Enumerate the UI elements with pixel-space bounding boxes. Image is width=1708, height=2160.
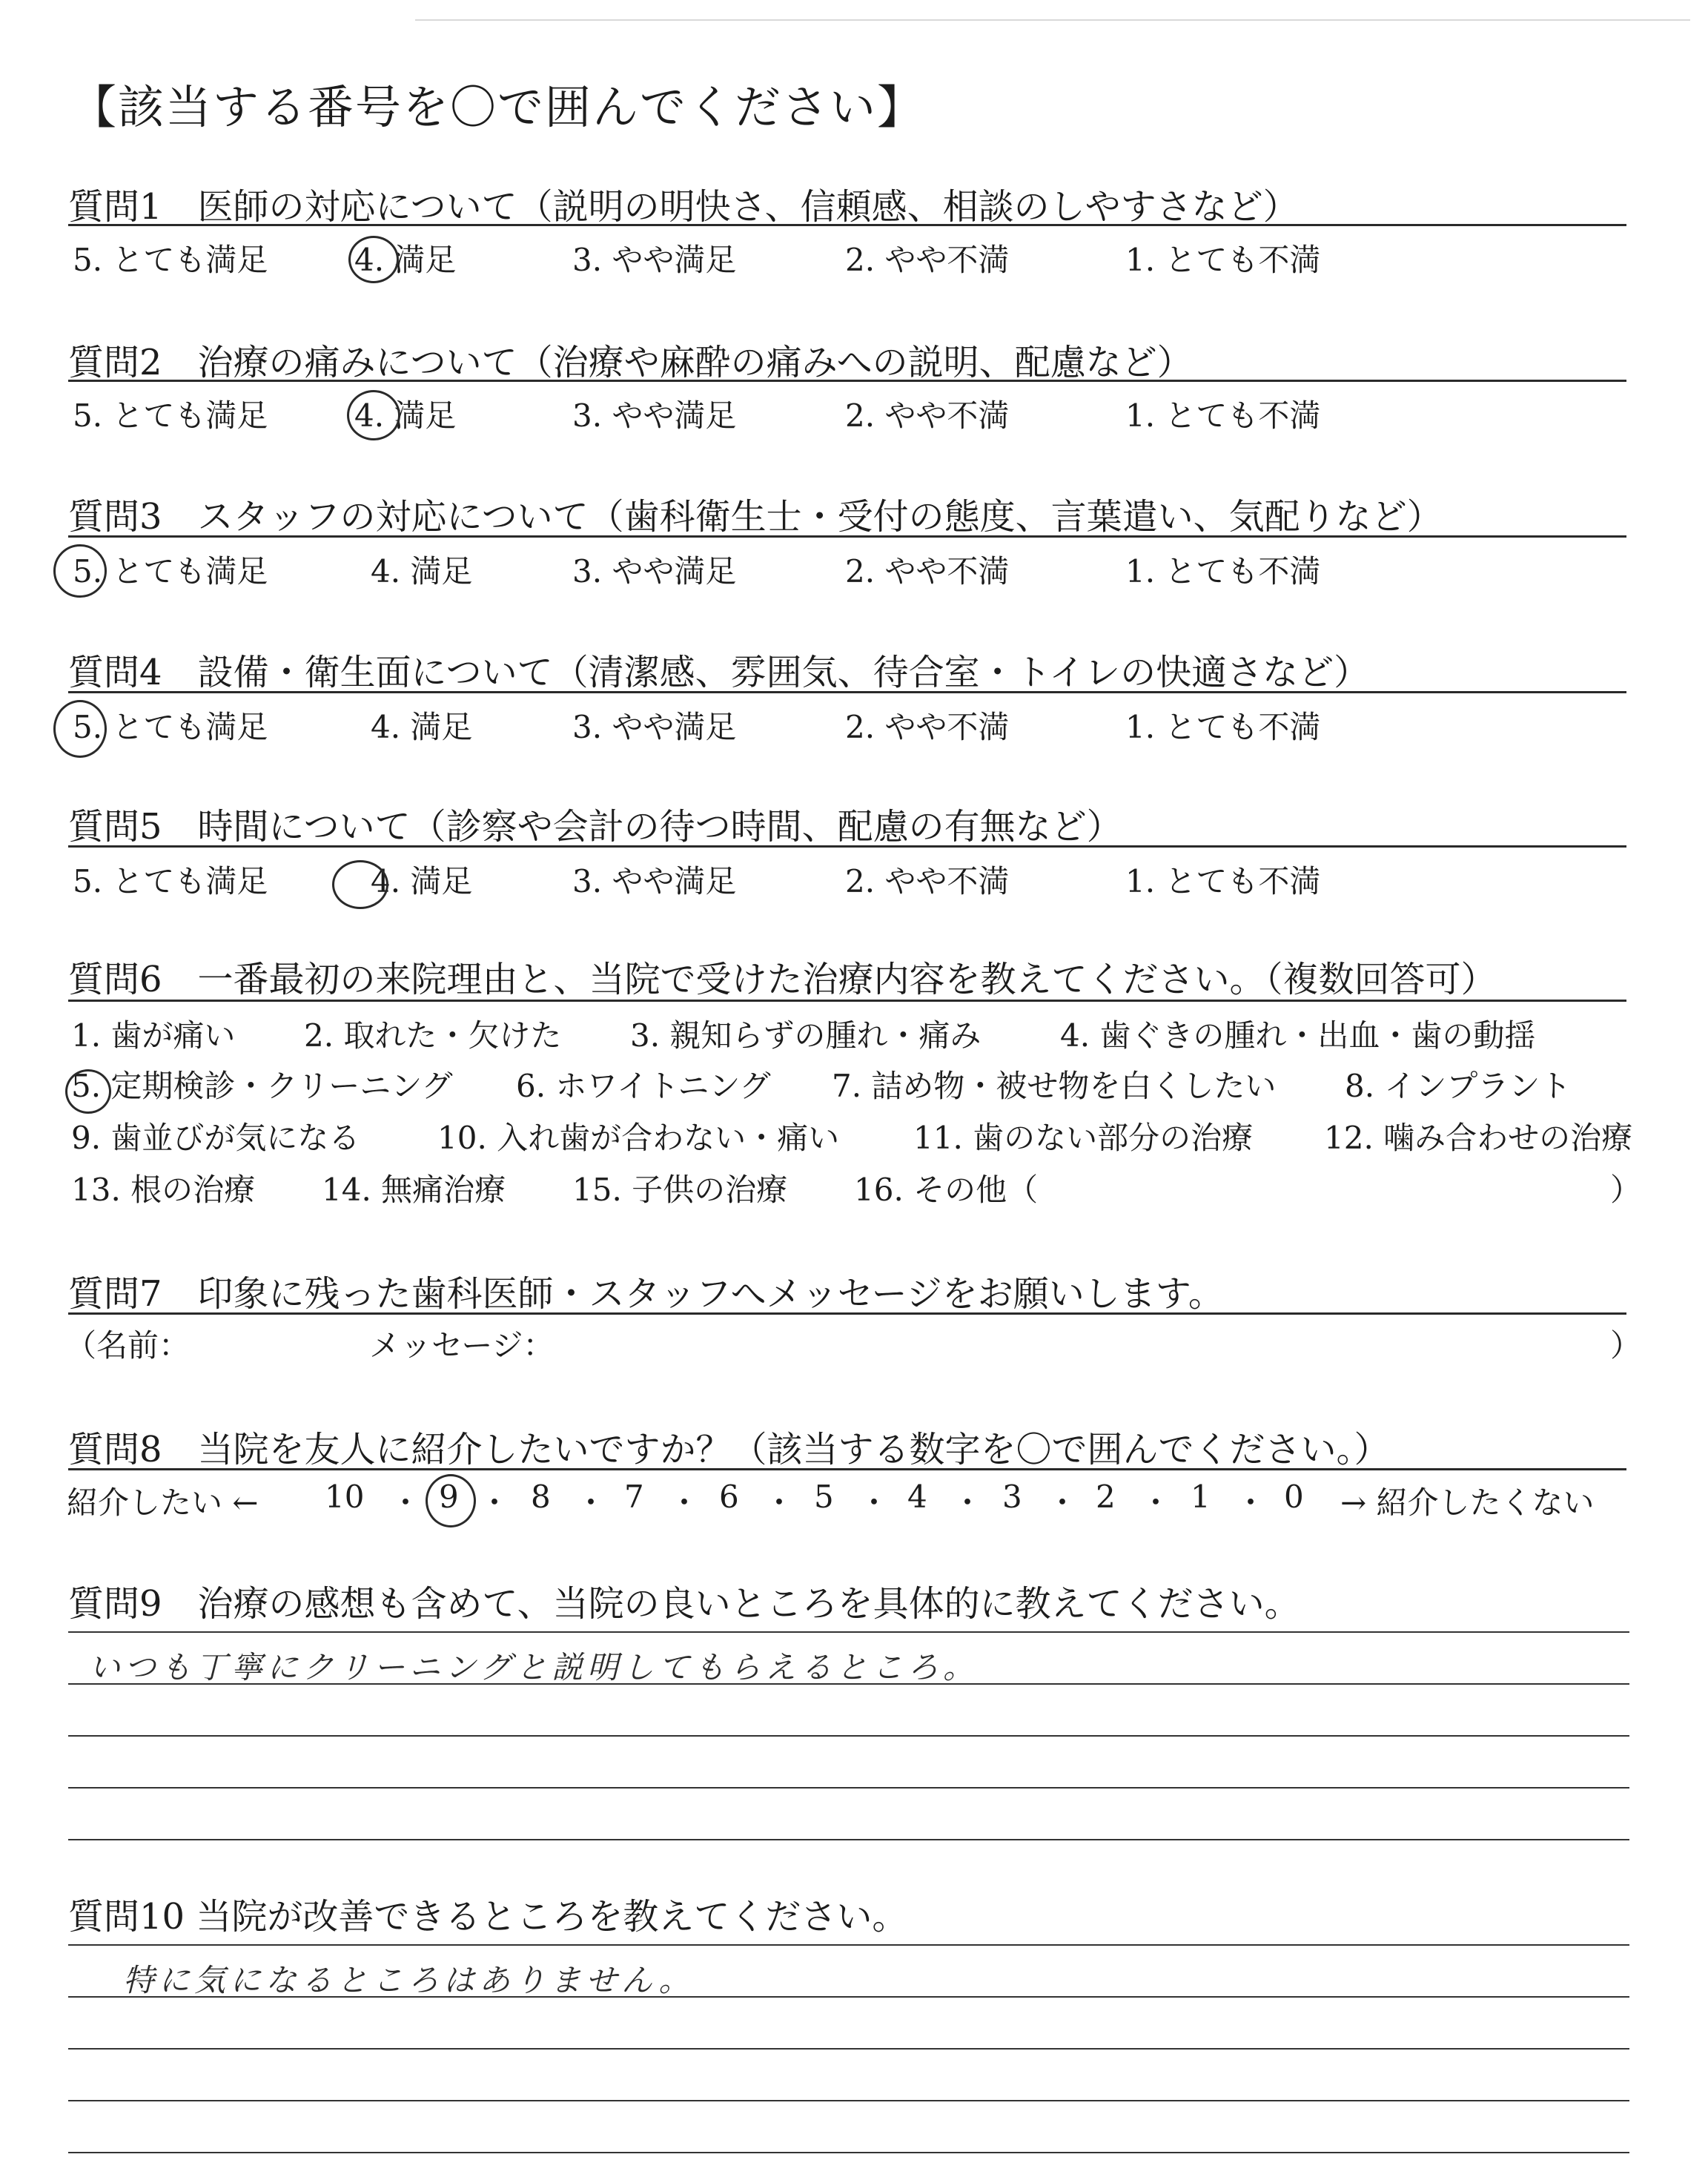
- q8-separator: ・: [575, 1484, 607, 1521]
- q9-writing-line: [68, 1631, 1629, 1633]
- q2-option-2[interactable]: 2. やや不満: [845, 397, 1010, 434]
- q10-writing-line: [68, 2100, 1629, 2101]
- q8-right-label: → 紹介したくない: [1340, 1484, 1595, 1521]
- q5-option-3[interactable]: 3. やや満足: [572, 863, 737, 899]
- q3-option-2[interactable]: 2. やや不満: [845, 553, 1010, 589]
- q6-option-1[interactable]: 1. 歯が痛い: [71, 1017, 236, 1054]
- q1-selection-circle: [348, 236, 399, 283]
- q2-underline: [68, 380, 1626, 382]
- q8-score-6[interactable]: 6: [719, 1479, 739, 1515]
- q8-score-9[interactable]: 9: [439, 1479, 459, 1515]
- q2-heading: 質問2 治療の痛みについて（治療や麻酔の痛みへの説明、配慮など）: [68, 342, 1193, 383]
- q2-option-3[interactable]: 3. やや満足: [572, 397, 737, 434]
- q10-writing-line: [68, 2048, 1629, 2050]
- q4-option-1[interactable]: 1. とても不満: [1125, 709, 1321, 745]
- q5-underline: [68, 845, 1626, 848]
- q6-option-11[interactable]: 11. 歯のない部分の治療: [913, 1120, 1254, 1156]
- q2-option-5[interactable]: 5. とても満足: [73, 397, 268, 434]
- q6-selection-circle: [65, 1069, 111, 1114]
- q6-underline: [68, 1000, 1626, 1002]
- q4-option-4[interactable]: 4. 満足: [371, 709, 473, 745]
- q1-option-2[interactable]: 2. やや不満: [845, 242, 1010, 278]
- page-title: 【該当する番号を〇で囲んでください】: [70, 80, 925, 134]
- q6-other-close: ）: [1610, 1172, 1642, 1208]
- q3-selection-circle: [53, 544, 107, 598]
- q5-option-5[interactable]: 5. とても満足: [73, 863, 268, 899]
- q6-option-16[interactable]: 16. その他（: [854, 1172, 1039, 1208]
- q6-option-4[interactable]: 4. 歯ぐきの腫れ・出血・歯の動揺: [1060, 1017, 1536, 1054]
- q8-left-label: 紹介したい ←: [67, 1484, 259, 1521]
- q3-option-5[interactable]: 5. とても満足: [73, 553, 268, 589]
- q1-underline: [68, 224, 1626, 226]
- q8-score-3[interactable]: 3: [1002, 1479, 1022, 1515]
- q2-option-1[interactable]: 1. とても不満: [1125, 397, 1321, 434]
- q5-heading: 質問5 時間について（診察や会計の待つ時間、配慮の有無など）: [68, 806, 1122, 848]
- q10-heading: 質問10 当院が改善できるところを教えてください。: [68, 1896, 908, 1938]
- q6-option-15[interactable]: 15. 子供の治療: [572, 1172, 788, 1208]
- q6-option-9[interactable]: 9. 歯並びが気になる: [71, 1120, 360, 1156]
- q8-separator: ・: [858, 1484, 890, 1521]
- q4-heading: 質問4 設備・衛生面について（清潔感、雰囲気、待合室・トイレの快適さなど）: [68, 652, 1370, 693]
- q8-score-0[interactable]: 0: [1284, 1479, 1304, 1515]
- q5-selection-circle: [332, 860, 388, 909]
- q7-underline: [68, 1312, 1626, 1315]
- q6-option-14[interactable]: 14. 無痛治療: [322, 1172, 506, 1208]
- q8-selection-circle: [426, 1474, 476, 1527]
- q4-underline: [68, 691, 1626, 693]
- q1-heading: 質問1 医師の対応について（説明の明快さ、信頼感、相談のしやすさなど）: [68, 186, 1299, 228]
- q2-selection-circle: [347, 390, 400, 440]
- q1-option-4[interactable]: 4. 満足: [354, 242, 457, 278]
- q8-separator: ・: [390, 1484, 422, 1521]
- q3-option-3[interactable]: 3. やや満足: [572, 553, 737, 589]
- q8-separator: ・: [1047, 1484, 1079, 1521]
- q7-heading: 質問7 印象に残った歯科医師・スタッフへメッセージをお願いします。: [68, 1273, 1224, 1315]
- q8-score-2[interactable]: 2: [1096, 1479, 1116, 1515]
- q8-separator: ・: [952, 1484, 984, 1521]
- q8-score-10[interactable]: 10: [325, 1479, 365, 1515]
- q6-option-10[interactable]: 10. 入れ歯が合わない・痛い: [437, 1120, 840, 1156]
- q4-option-5[interactable]: 5. とても満足: [73, 709, 268, 745]
- q7-name-label[interactable]: （名前：: [65, 1327, 191, 1364]
- q6-heading: 質問6 一番最初の来院理由と、当院で受けた治療内容を教えてください。（複数回答可）: [68, 959, 1497, 1000]
- q6-option-13[interactable]: 13. 根の治療: [71, 1172, 256, 1208]
- q4-selection-circle: [53, 700, 107, 758]
- q2-option-4[interactable]: 4. 満足: [354, 397, 457, 434]
- q5-option-2[interactable]: 2. やや不満: [845, 863, 1010, 899]
- q4-option-2[interactable]: 2. やや不満: [845, 709, 1010, 745]
- q6-option-6[interactable]: 6. ホワイトニング: [516, 1068, 771, 1104]
- q9-writing-line: [68, 1839, 1629, 1840]
- q6-option-8[interactable]: 8. インプラント: [1345, 1068, 1572, 1104]
- q3-option-4[interactable]: 4. 満足: [371, 553, 473, 589]
- q9-writing-line: [68, 1735, 1629, 1737]
- q8-separator: ・: [669, 1484, 701, 1521]
- q1-option-3[interactable]: 3. やや満足: [572, 242, 737, 278]
- q6-option-12[interactable]: 12. 噛み合わせの治療: [1324, 1120, 1633, 1156]
- q8-separator: ・: [1235, 1484, 1267, 1521]
- q9-handwritten-answer[interactable]: いつも丁寧にクリーニングと説明してもらえるところ。: [89, 1649, 979, 1685]
- q8-separator: ・: [479, 1484, 511, 1521]
- q3-heading: 質問3 スタッフの対応について（歯科衛生士・受付の態度、言葉遣い、気配りなど）: [68, 496, 1443, 538]
- q6-option-3[interactable]: 3. 親知らずの腫れ・痛み: [630, 1017, 982, 1054]
- q6-option-7[interactable]: 7. 詰め物・被せ物を白くしたい: [832, 1068, 1277, 1104]
- q10-writing-line: [68, 2152, 1629, 2153]
- q1-option-1[interactable]: 1. とても不満: [1125, 242, 1321, 278]
- q10-writing-line: [68, 1944, 1629, 1946]
- q3-option-1[interactable]: 1. とても不満: [1125, 553, 1321, 589]
- q7-message-label[interactable]: メッセージ：: [369, 1327, 555, 1364]
- q8-score-7[interactable]: 7: [624, 1479, 644, 1515]
- q8-score-8[interactable]: 8: [531, 1479, 551, 1515]
- q8-separator: ・: [1140, 1484, 1172, 1521]
- q4-option-3[interactable]: 3. やや満足: [572, 709, 737, 745]
- q7-close: ）: [1610, 1327, 1642, 1364]
- q8-underline: [68, 1468, 1626, 1470]
- q8-heading: 質問8 当院を友人に紹介したいですか？（該当する数字を〇で囲んでください。）: [68, 1429, 1390, 1470]
- q1-option-5[interactable]: 5. とても満足: [73, 242, 268, 278]
- q5-option-1[interactable]: 1. とても不満: [1125, 863, 1321, 899]
- q8-score-4[interactable]: 4: [907, 1479, 927, 1515]
- q5-option-4[interactable]: 4. 満足: [371, 863, 473, 899]
- scan-edge-line: [415, 19, 1690, 21]
- q8-score-1[interactable]: 1: [1191, 1479, 1211, 1515]
- q9-heading: 質問9 治療の感想も含めて、当院の良いところを具体的に教えてください。: [68, 1583, 1300, 1625]
- q3-underline: [68, 535, 1626, 538]
- q6-option-2[interactable]: 2. 取れた・欠けた: [304, 1017, 562, 1054]
- q8-separator: ・: [764, 1484, 795, 1521]
- q10-handwritten-answer[interactable]: 特に気になるところはありません。: [123, 1962, 695, 1998]
- q6-option-5[interactable]: 5. 定期検診・クリーニング: [71, 1068, 453, 1104]
- q8-score-5[interactable]: 5: [814, 1479, 834, 1515]
- q9-writing-line: [68, 1787, 1629, 1789]
